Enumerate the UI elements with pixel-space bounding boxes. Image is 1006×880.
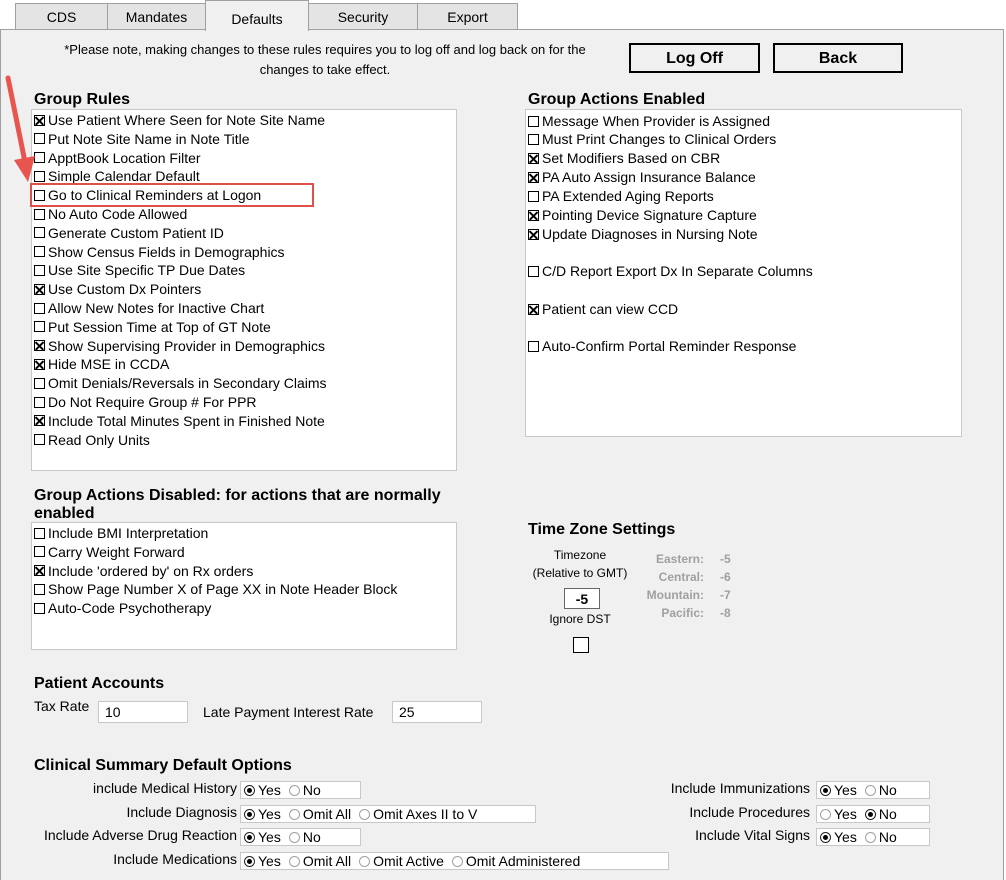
checkbox[interactable] [34, 209, 45, 220]
radio-option-omit-administered[interactable] [452, 853, 580, 869]
radio-label: Yes [258, 853, 281, 869]
radio-option-no[interactable] [865, 806, 897, 822]
radio-button[interactable] [244, 809, 255, 820]
checkbox-row-hide-mse-in-ccda[interactable] [34, 355, 169, 373]
checkbox-label: C/D Report Export Dx In Separate Columns [542, 263, 813, 279]
radio-label: No [878, 829, 897, 845]
time-zone-heading: Time Zone Settings [528, 521, 676, 538]
checkbox-label: Use Patient Where Seen for Note Site Name [48, 112, 326, 128]
checkbox[interactable] [34, 528, 45, 539]
checkbox[interactable] [34, 359, 45, 370]
radio-option-omit-axes-ii-to-v[interactable] [359, 806, 477, 822]
group-actions-disabled-heading: Group Actions Disabled: for actions that are normally enabled [34, 487, 441, 522]
checkbox-row-auto-confirm-portal-reminder-response[interactable] [528, 337, 796, 355]
radio-button[interactable] [820, 832, 831, 843]
radio-option-yes[interactable] [820, 806, 857, 822]
checkbox-label: PA Extended Aging Reports [542, 188, 714, 204]
group-actions-enabled-heading: Group Actions Enabled [528, 91, 706, 108]
checkbox-label: Carry Weight Forward [48, 543, 185, 560]
checkbox[interactable] [34, 546, 45, 557]
tab-defaults[interactable]: Defaults [205, 0, 309, 31]
option-label-include-immunizations: Include Immunizations [670, 780, 810, 796]
red-arrow-icon [0, 70, 40, 188]
back-button[interactable]: Back [773, 43, 903, 73]
radio-label: Yes [834, 782, 857, 798]
checkbox-label: Auto-Code Psychotherapy [48, 600, 212, 617]
clinical-summary-heading: Clinical Summary Default Options [34, 757, 292, 774]
radio-button[interactable] [865, 785, 876, 796]
radio-option-omit-all[interactable] [289, 806, 351, 822]
radio-group-include-vital-signs [816, 828, 930, 846]
checkbox[interactable] [34, 303, 45, 314]
checkbox-row-use-patient-where-seen-for-note-site-name[interactable] [34, 111, 325, 129]
checkbox-label: Pointing Device Signature Capture [542, 207, 757, 223]
radio-button[interactable] [865, 809, 876, 820]
radio-label: Yes [834, 829, 857, 845]
checkbox-label: Patient can view CCD [542, 301, 679, 317]
radio-button[interactable] [289, 809, 300, 820]
radio-option-no[interactable] [865, 829, 897, 845]
tz-offset-label: -5 [720, 552, 731, 566]
checkbox-label: Show Page Number X of Page XX in Note Header Block [48, 581, 398, 598]
radio-group-include-procedures [816, 805, 930, 823]
checkbox-row-apptbook-location-filter[interactable] [34, 149, 201, 167]
radio-group-include-medical-history [240, 781, 361, 799]
checkbox-row-use-site-specific-tp-due-dates[interactable] [34, 261, 245, 279]
checkbox-row-put-note-site-name-in-note-title[interactable] [34, 130, 250, 148]
logoff-notice: *Please note, making changes to these rules requires you to log off and log back on for the changes to take effect. [64, 42, 586, 77]
checkbox-row-update-diagnoses-in-nursing-note[interactable] [528, 225, 758, 243]
tax-rate-label: Tax Rate [34, 698, 90, 714]
tz-offset-label: -7 [720, 588, 731, 602]
radio-option-omit-active[interactable] [359, 853, 444, 869]
checkbox[interactable] [34, 378, 45, 389]
checkbox[interactable] [34, 584, 45, 595]
radio-button[interactable] [289, 856, 300, 867]
late-payment-label: Late Payment Interest Rate [203, 704, 374, 720]
checkbox[interactable] [528, 304, 539, 315]
checkbox[interactable] [528, 191, 539, 202]
radio-button[interactable] [359, 856, 370, 867]
checkbox-row-put-session-time-at-top-of-gt-note[interactable] [34, 318, 271, 336]
checkbox-row-pa-extended-aging-reports[interactable] [528, 187, 714, 205]
radio-group-include-medications [240, 852, 669, 870]
tab-bar [0, 0, 1006, 30]
tz-zone-label: Central: [658, 570, 704, 584]
checkbox-label: PA Auto Assign Insurance Balance [542, 169, 756, 185]
radio-group-include-immunizations [816, 781, 930, 799]
tab-export[interactable]: Export [417, 3, 518, 29]
checkbox-row-pointing-device-signature-capture[interactable] [528, 206, 757, 224]
checkbox-label: No Auto Code Allowed [48, 206, 188, 222]
radio-button[interactable] [359, 809, 370, 820]
radio-label: Omit Active [373, 853, 444, 869]
radio-option-yes[interactable] [244, 782, 281, 798]
checkbox[interactable] [34, 603, 45, 614]
tz-offset-label: -6 [720, 570, 731, 584]
checkbox-row-omit-denials-reversals-in-secondary-claims[interactable] [34, 374, 327, 392]
radio-button[interactable] [289, 832, 300, 843]
checkbox-row-show-census-fields-in-demographics[interactable] [34, 243, 285, 261]
radio-button[interactable] [244, 832, 255, 843]
checkbox[interactable] [34, 284, 45, 295]
checkbox-row-c-d-report-export-dx-in-separate-columns[interactable] [528, 262, 813, 280]
radio-button[interactable] [820, 785, 831, 796]
checkbox-row-use-custom-dx-pointers[interactable] [34, 280, 201, 298]
checkbox-label: Must Print Changes to Clinical Orders [542, 131, 777, 147]
checkbox-row-must-print-changes-to-clinical-orders[interactable] [528, 130, 776, 148]
checkbox-label: Generate Custom Patient ID [48, 224, 224, 241]
checkbox-row-read-only-units[interactable] [34, 431, 150, 449]
checkbox-row-pa-auto-assign-insurance-balance[interactable] [528, 168, 756, 186]
radio-label: Omit Axes II to V [373, 806, 478, 822]
checkbox-row-carry-weight-forward[interactable] [34, 543, 185, 561]
highlight-box [30, 183, 314, 207]
checkbox-label: Include Total Minutes Spent in Finished Note [48, 412, 325, 429]
tab-security[interactable]: Security [308, 3, 418, 29]
checkbox-label: Include BMI Interpretation [48, 525, 209, 541]
tz-zone-label: Pacific: [661, 606, 704, 620]
option-label-include-medications: Include Medications [113, 851, 237, 867]
timezone-sublabel: (Relative to GMT) [532, 566, 628, 580]
patient-accounts-heading: Patient Accounts [34, 675, 165, 692]
checkbox[interactable] [528, 266, 539, 277]
checkbox-label: Message When Provider is Assigned [542, 113, 770, 129]
checkbox-label: Put Note Site Name in Note Title [48, 130, 250, 147]
checkbox-label: Auto-Confirm Portal Reminder Response [542, 338, 797, 354]
checkbox-label: Allow New Notes for Inactive Chart [48, 300, 265, 316]
checkbox-row-allow-new-notes-for-inactive-chart[interactable] [34, 299, 264, 317]
option-label-include-diagnosis: Include Diagnosis [126, 804, 237, 820]
checkbox-label: Do Not Require Group # For PPR [48, 394, 257, 410]
checkbox[interactable] [34, 246, 45, 257]
tab-cds[interactable]: CDS [15, 3, 108, 29]
checkbox-row-auto-code-psychotherapy[interactable] [34, 599, 211, 617]
radio-button[interactable] [244, 856, 255, 867]
checkbox-label: Read Only Units [48, 431, 150, 448]
checkbox[interactable] [34, 434, 45, 445]
radio-option-yes[interactable] [820, 782, 857, 798]
radio-label: Yes [258, 829, 281, 845]
radio-option-yes[interactable] [244, 829, 281, 845]
checkbox-label: Include 'ordered by' on Rx orders [48, 562, 254, 579]
checkbox[interactable] [528, 116, 539, 127]
checkbox-label: Show Census Fields in Demographics [48, 243, 285, 260]
checkbox-label: Omit Denials/Reversals in Secondary Claims [48, 375, 327, 392]
radio-label: No [302, 782, 321, 798]
checkbox-row-do-not-require-group-for-ppr[interactable] [34, 393, 257, 411]
radio-label: No [878, 806, 897, 822]
group-actions-enabled-list [525, 109, 962, 437]
checkbox-label: Set Modifiers Based on CBR [542, 150, 721, 166]
checkbox-row-generate-custom-patient-id[interactable] [34, 224, 224, 242]
checkbox-row-show-supervising-provider-in-demographics[interactable] [34, 337, 325, 355]
option-label-include-adverse-drug-reaction: Include Adverse Drug Reaction [44, 827, 237, 843]
checkbox-label: Use Site Specific TP Due Dates [48, 262, 246, 279]
checkbox[interactable] [34, 321, 45, 332]
group-rules-heading: Group Rules [34, 91, 131, 108]
radio-label: No [302, 829, 321, 845]
checkbox-label: ApptBook Location Filter [48, 149, 201, 166]
radio-label: Omit All [302, 806, 352, 822]
checkbox-row-include-bmi-interpretation[interactable] [34, 524, 208, 542]
radio-option-omit-all[interactable] [289, 853, 351, 869]
checkbox-row-message-when-provider-is-assigned[interactable] [528, 112, 770, 130]
radio-label: Omit Administered [465, 853, 581, 869]
option-label-include-procedures: Include Procedures [689, 804, 810, 820]
checkbox-row-no-auto-code-allowed[interactable] [34, 205, 187, 223]
radio-group-include-diagnosis [240, 805, 536, 823]
radio-button[interactable] [865, 832, 876, 843]
checkbox[interactable] [34, 265, 45, 276]
checkbox-label: Put Session Time at Top of GT Note [48, 318, 271, 335]
tz-zone-label: Mountain: [646, 588, 704, 602]
radio-button[interactable] [244, 785, 255, 796]
tz-zone-label: Eastern: [655, 552, 704, 566]
tax-rate-input[interactable]: 10 [98, 701, 188, 723]
radio-option-yes[interactable] [244, 853, 281, 869]
checkbox[interactable] [34, 340, 45, 351]
checkbox[interactable] [528, 134, 539, 145]
radio-button[interactable] [820, 809, 831, 820]
checkbox-row-include-ordered-by-on-rx-orders[interactable] [34, 562, 253, 580]
radio-label: No [878, 782, 897, 798]
radio-label: Yes [258, 782, 281, 798]
checkbox[interactable] [528, 210, 539, 221]
checkbox[interactable] [528, 153, 539, 164]
radio-option-no[interactable] [865, 782, 897, 798]
group-actions-disabled-list [31, 522, 457, 650]
checkbox-label: Show Supervising Provider in Demographics [48, 337, 326, 354]
tz-offset-label: -8 [720, 606, 731, 620]
radio-label: Yes [834, 806, 857, 822]
option-label-include-medical-history: include Medical History [93, 780, 237, 796]
checkbox[interactable] [528, 172, 539, 183]
option-label-include-vital-signs: Include Vital Signs [695, 827, 810, 843]
ignore-dst-label: Ignore DST [549, 612, 611, 626]
radio-option-no[interactable] [289, 782, 321, 798]
radio-label: Yes [258, 806, 281, 822]
ignore-dst-checkbox[interactable] [573, 637, 589, 653]
checkbox[interactable] [34, 397, 45, 408]
checkbox-label: Update Diagnoses in Nursing Note [542, 226, 758, 242]
radio-button[interactable] [289, 785, 300, 796]
radio-option-no[interactable] [289, 829, 321, 845]
radio-option-yes[interactable] [244, 806, 281, 822]
tab-mandates[interactable]: Mandates [107, 3, 206, 29]
group-rules-list [31, 109, 457, 471]
checkbox[interactable] [34, 565, 45, 576]
checkbox[interactable] [528, 341, 539, 352]
checkbox-label: Go to Clinical Reminders at Logon [48, 187, 262, 204]
radio-button[interactable] [452, 856, 463, 867]
checkbox[interactable] [528, 229, 539, 240]
checkbox-row-patient-can-view-ccd[interactable] [528, 300, 678, 318]
timezone-offset-input[interactable]: -5 [564, 588, 600, 609]
checkbox-row-include-total-minutes-spent-in-finished-note[interactable] [34, 412, 325, 430]
late-payment-input[interactable]: 25 [392, 701, 482, 723]
timezone-label: Timezone [553, 548, 607, 562]
checkbox-label: Hide MSE in CCDA [48, 356, 170, 373]
radio-label: Omit All [302, 853, 352, 869]
radio-group-include-adverse-drug-reaction [240, 828, 361, 846]
checkbox-label: Simple Calendar Default [48, 168, 200, 185]
radio-option-yes[interactable] [820, 829, 857, 845]
checkbox-row-show-page-number-x-of-page-xx-in-note-header-block[interactable] [34, 580, 397, 598]
log-off-button[interactable]: Log Off [629, 43, 760, 73]
checkbox-row-set-modifiers-based-on-cbr[interactable] [528, 149, 720, 167]
checkbox-label: Use Custom Dx Pointers [48, 281, 202, 298]
checkbox[interactable] [34, 415, 45, 426]
checkbox[interactable] [34, 227, 45, 238]
